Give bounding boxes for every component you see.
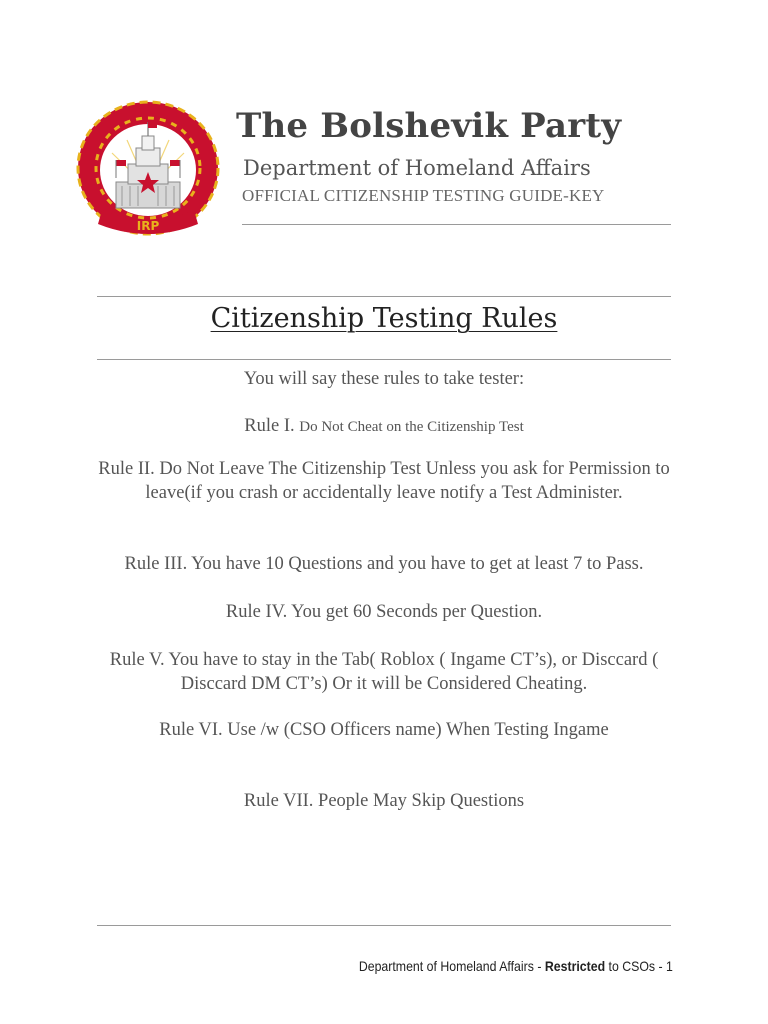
section-title: Citizenship Testing Rules — [210, 303, 558, 334]
footer-prefix: Department of Homeland Affairs - — [358, 958, 542, 974]
rule-4: Rule IV. You get 60 Seconds per Question. — [225, 602, 543, 622]
org-title: The Bolshevik Party — [236, 106, 622, 146]
footer-restricted: Restricted — [544, 958, 606, 974]
header-divider — [242, 224, 671, 225]
footer-divider — [97, 925, 671, 926]
rule-6: Rule VI. Use /w (CSO Officers name) When Testing Ingame — [159, 720, 609, 740]
intro-text: You will say these rules to take tester: — [243, 369, 525, 389]
guide-title: OFFICIAL CITIZENSHIP TESTING GUIDE-KEY — [242, 186, 605, 205]
rule-1 — [80, 414, 688, 439]
rule-1-label: Rule I. — [244, 416, 295, 436]
emblem-banner-text: IRP — [136, 219, 160, 233]
rule-5: Rule V. You have to stay in the Tab( Roblox ( Ingame CT’s), or Disccard ( Disccard DM CT’s) Or it will be Considered Cheating. — [109, 650, 659, 694]
footer-suffix: to CSOs - 1 — [608, 958, 673, 974]
department-name: Department of Homeland Affairs — [243, 156, 591, 180]
rule-3: Rule III. You have 10 Questions and you have to get at least 7 to Pass. — [124, 554, 644, 574]
title-top-divider — [97, 296, 671, 297]
rule-1-text: Do Not Cheat on the Citizenship Test — [299, 419, 524, 435]
title-bottom-divider — [97, 359, 671, 360]
page-footer — [359, 958, 673, 974]
party-emblem — [72, 98, 224, 246]
rule-7: Rule VII. People May Skip Questions — [243, 791, 525, 811]
rule-2: Rule II. Do Not Leave The Citizenship Test Unless you ask for Permission to leave(if you crash or accidentally leave notify a Test Administer. — [98, 459, 670, 503]
